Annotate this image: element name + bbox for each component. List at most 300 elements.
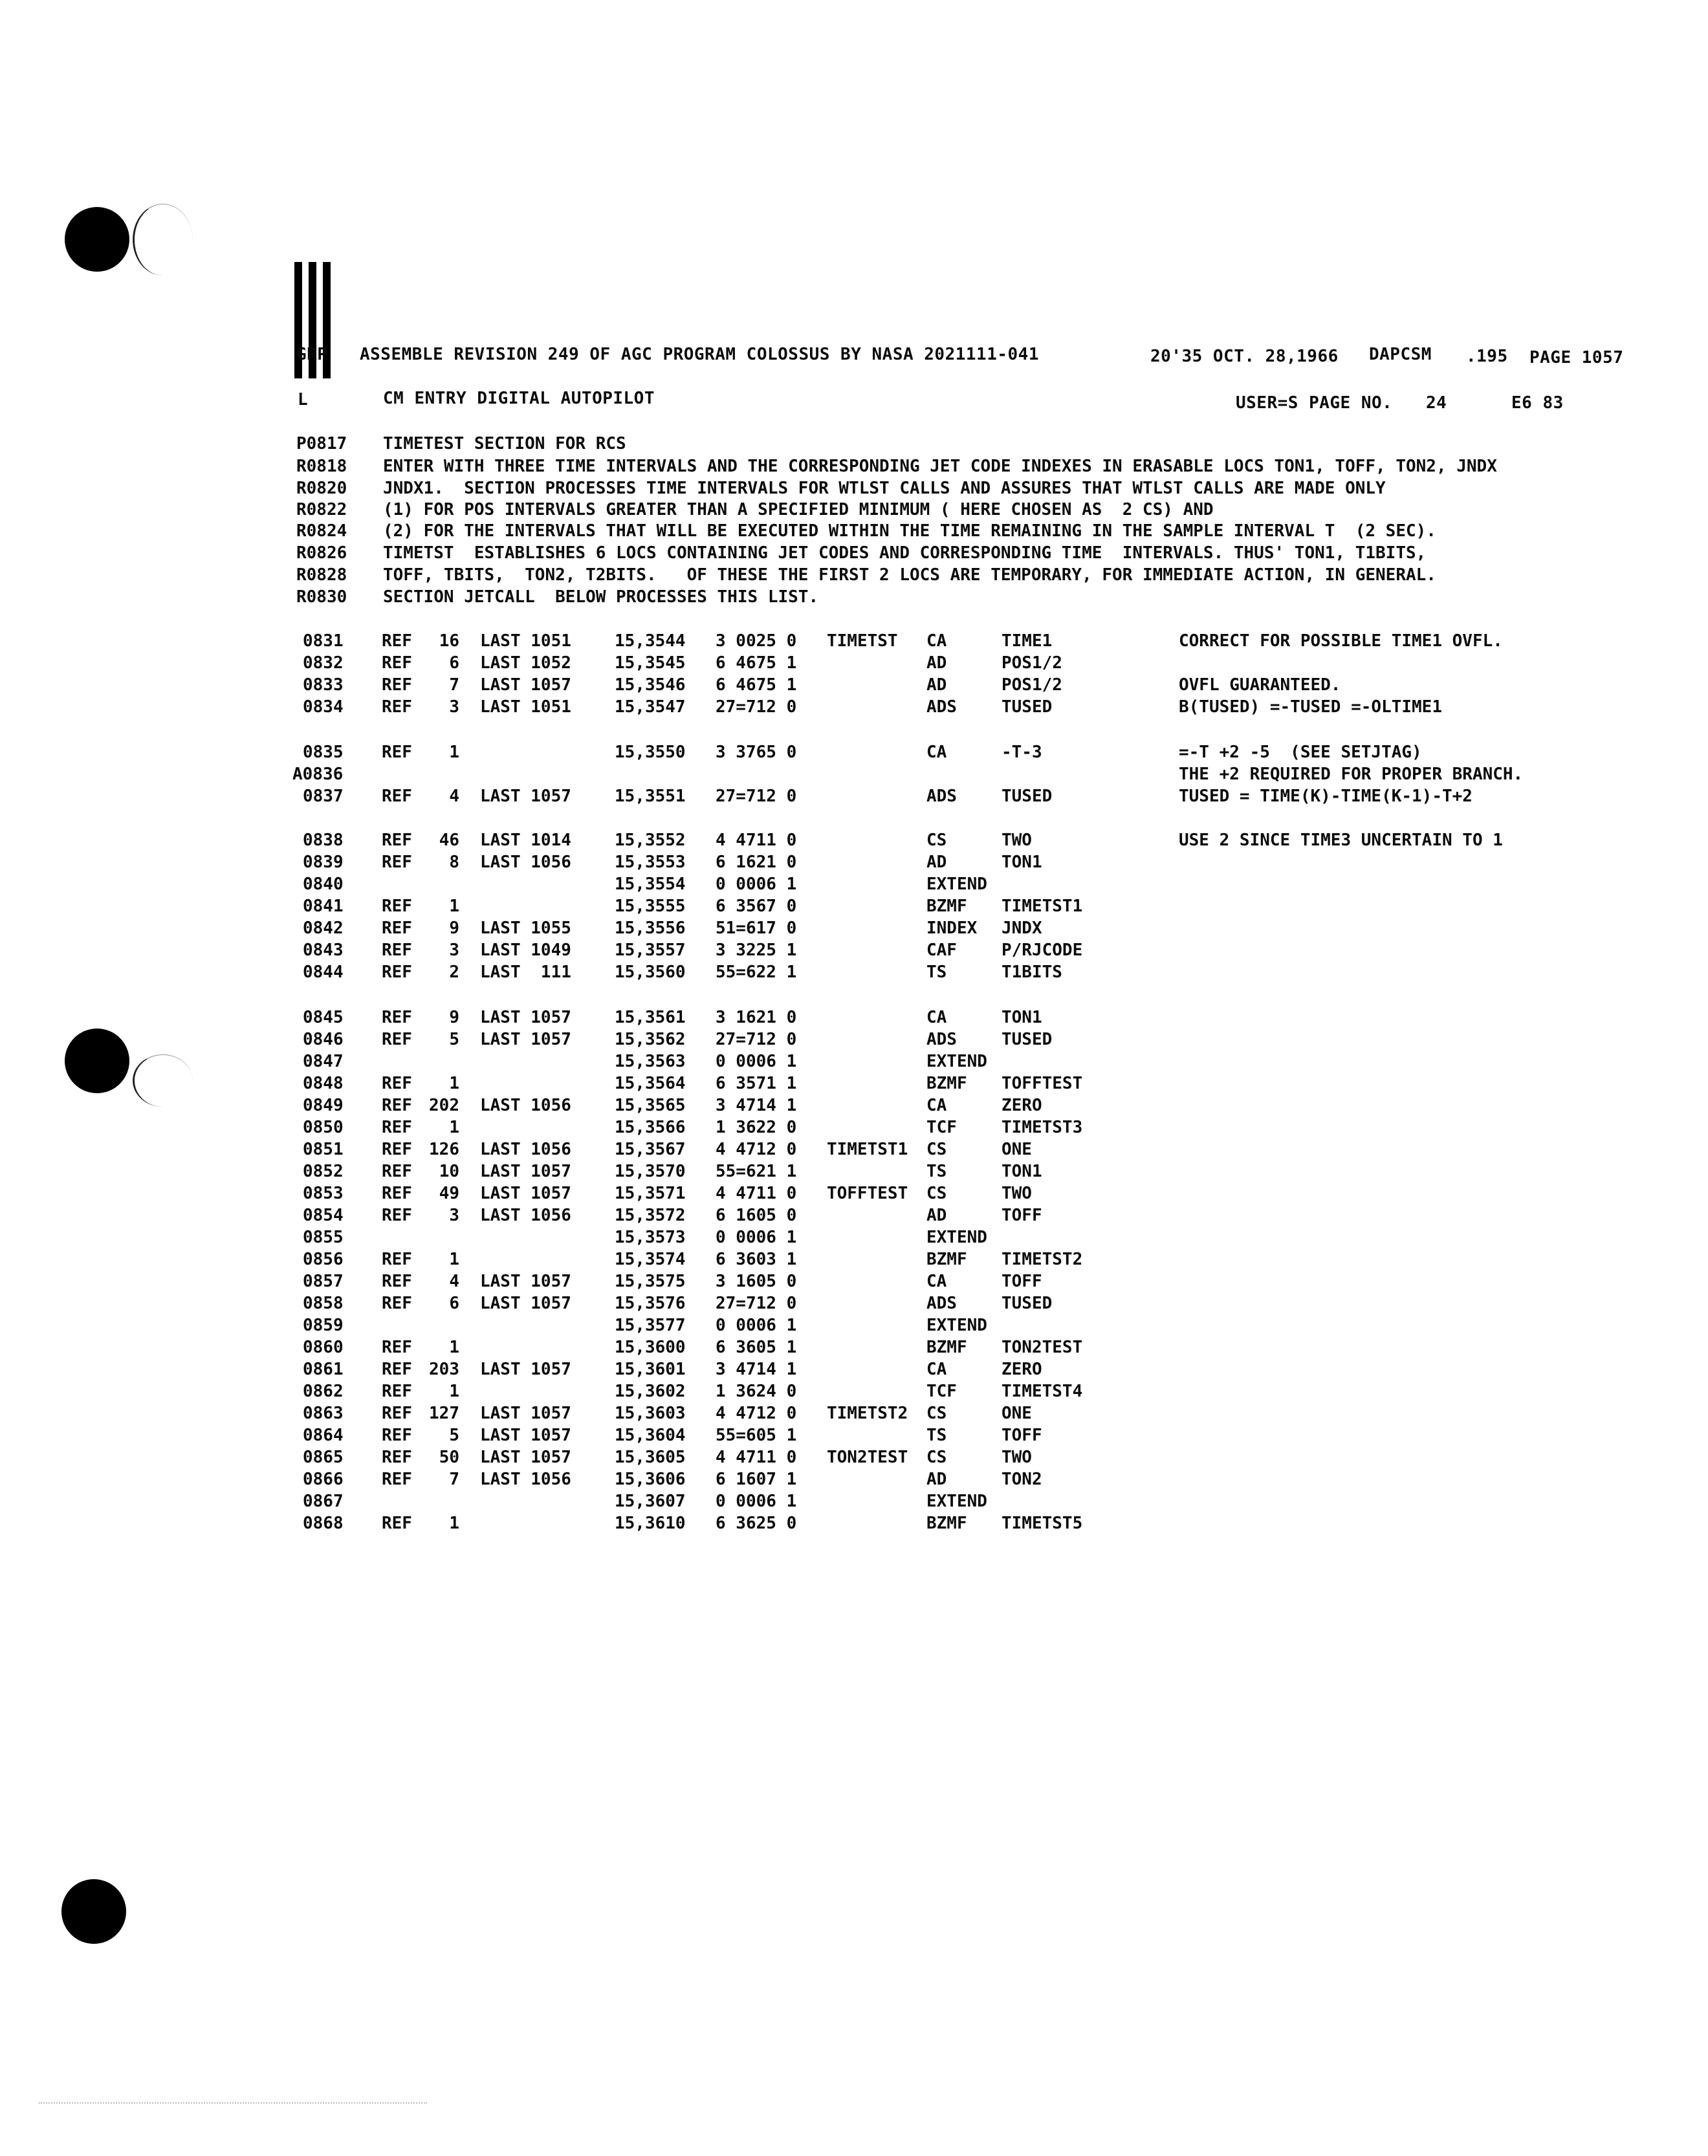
last-ref: LAST 1049	[480, 941, 571, 960]
table-row	[0, 1009, 1708, 1030]
opcode: AD	[926, 1206, 947, 1225]
table-row	[0, 876, 1708, 897]
ref-count: 1	[449, 1338, 459, 1357]
octal-code: 4 4712 0	[716, 1404, 797, 1423]
ref-count: 10	[439, 1162, 459, 1181]
line-number: 0858	[303, 1294, 344, 1313]
opcode: CA	[926, 1272, 947, 1291]
last-ref: LAST 1056	[480, 1206, 571, 1225]
table-row	[0, 920, 1708, 941]
ref-count: 203	[429, 1360, 459, 1379]
address: 15,3556	[615, 919, 686, 938]
ref-marker: REF	[382, 897, 412, 916]
line-number: 0841	[303, 897, 344, 916]
header-page: PAGE 1057	[1529, 348, 1624, 367]
opcode: AD	[926, 1470, 947, 1489]
operand: TON2	[1002, 1470, 1042, 1489]
ref-marker: REF	[382, 1030, 412, 1049]
table-row	[0, 1339, 1708, 1360]
opcode: BZMF	[926, 897, 967, 916]
label: TON2TEST	[827, 1448, 908, 1467]
address: 15,3561	[615, 1008, 686, 1027]
line-number: 0831	[303, 631, 344, 651]
table-row	[0, 1515, 1708, 1536]
subheader-user-page: USER=S PAGE NO.	[1236, 393, 1393, 413]
address: 15,3577	[615, 1316, 686, 1335]
operand: TUSED	[1002, 1030, 1053, 1049]
octal-code: 6 1607 1	[716, 1470, 797, 1489]
operand: TIMETST1	[1002, 897, 1083, 916]
header-prefix: GRP	[296, 345, 328, 364]
octal-code: 27=712 0	[716, 1294, 797, 1313]
address: 15,3544	[615, 631, 686, 651]
last-ref: LAST 1057	[480, 1272, 571, 1291]
operand: TOFF	[1002, 1206, 1042, 1225]
line-number: 0839	[303, 853, 344, 872]
line-number: 0868	[303, 1514, 344, 1533]
operand: TWO	[1002, 831, 1032, 850]
header-job-num: .195	[1466, 347, 1508, 366]
line-number: A0836	[292, 765, 344, 784]
octal-code: 0 0006 1	[716, 1492, 797, 1511]
address: 15,3601	[615, 1360, 686, 1379]
opcode: CA	[926, 1096, 947, 1115]
comment-text: SECTION JETCALL BELOW PROCESSES THIS LIST.	[383, 587, 819, 607]
comment-id: R0830	[296, 587, 347, 607]
octal-code: 6 4675 1	[716, 653, 797, 673]
operand: POS1/2	[1002, 653, 1062, 673]
ref-marker: REF	[382, 1404, 412, 1423]
octal-code: 4 4711 0	[716, 1184, 797, 1203]
table-row	[0, 1053, 1708, 1074]
octal-code: 3 1605 0	[716, 1272, 797, 1291]
table-row	[0, 699, 1708, 719]
line-number: 0863	[303, 1404, 344, 1423]
address: 15,3573	[615, 1228, 686, 1247]
last-ref: LAST 1057	[480, 1426, 571, 1445]
operand: ZERO	[1002, 1096, 1042, 1115]
line-number: 0835	[303, 743, 344, 762]
line-number: 0853	[303, 1184, 344, 1203]
ref-marker: REF	[382, 919, 412, 938]
comment-id: R0828	[296, 565, 347, 585]
ref-marker: REF	[382, 963, 412, 982]
address: 15,3570	[615, 1162, 686, 1181]
subheader-marker: L	[298, 390, 309, 409]
ref-marker: REF	[382, 697, 412, 717]
line-number: 0840	[303, 875, 344, 894]
ref-count: 1	[449, 743, 459, 762]
ref-marker: REF	[382, 631, 412, 651]
ref-marker: REF	[382, 1338, 412, 1357]
table-row	[0, 788, 1708, 809]
opcode: TS	[926, 1162, 947, 1181]
operand: P/RJCODE	[1002, 941, 1083, 960]
ref-count: 7	[449, 675, 459, 695]
octal-code: 6 3605 1	[716, 1338, 797, 1357]
ref-count: 46	[439, 831, 459, 850]
comment-id: R0820	[296, 479, 347, 498]
comment-text: JNDX1. SECTION PROCESSES TIME INTERVALS FOR WTLST CALLS AND ASSURES THAT WTLST CALLS ARE MADE ONLY	[383, 479, 1386, 498]
opcode: ADS	[926, 697, 957, 717]
opcode: INDEX	[926, 919, 978, 938]
ref-marker: REF	[382, 1184, 412, 1203]
ref-marker: REF	[382, 787, 412, 806]
ref-marker: REF	[382, 1140, 412, 1159]
operand: ONE	[1002, 1140, 1032, 1159]
table-row	[0, 1273, 1708, 1294]
last-ref: LAST 1057	[480, 1184, 571, 1203]
opcode: CA	[926, 1360, 947, 1379]
ref-count: 50	[439, 1448, 459, 1467]
opcode: ADS	[926, 787, 957, 806]
opcode: TS	[926, 1426, 947, 1445]
line-number: 0850	[303, 1118, 344, 1137]
table-row	[0, 832, 1708, 853]
address: 15,3562	[615, 1030, 686, 1049]
octal-code: 3 4714 1	[716, 1360, 797, 1379]
table-row	[0, 1449, 1708, 1470]
table-row	[0, 898, 1708, 919]
ref-count: 1	[449, 1514, 459, 1533]
line-number: 0851	[303, 1140, 344, 1159]
table-row	[0, 1207, 1708, 1228]
ref-marker: REF	[382, 1250, 412, 1269]
octal-code: 4 4711 0	[716, 831, 797, 850]
ref-marker: REF	[382, 1206, 412, 1225]
table-row	[0, 854, 1708, 875]
line-number: 0852	[303, 1162, 344, 1181]
table-row	[0, 1317, 1708, 1338]
address: 15,3560	[615, 963, 686, 982]
line-comment: OVFL GUARANTEED.	[1179, 675, 1341, 695]
last-ref: LAST 1056	[480, 853, 571, 872]
line-comment: =-T +2 -5 (SEE SETJTAG)	[1179, 743, 1422, 762]
octal-code: 3 1621 0	[716, 1008, 797, 1027]
last-ref: LAST 1057	[480, 1162, 571, 1181]
line-number: 0861	[303, 1360, 344, 1379]
ref-marker: REF	[382, 1294, 412, 1313]
line-number: 0865	[303, 1448, 344, 1467]
ref-marker: REF	[382, 1118, 412, 1137]
table-row	[0, 1031, 1708, 1052]
last-ref: LAST 1057	[480, 1448, 571, 1467]
octal-code: 6 4675 1	[716, 675, 797, 695]
opcode: EXTEND	[926, 1228, 987, 1247]
last-ref: LAST 1057	[480, 1294, 571, 1313]
octal-code: 0 0006 1	[716, 1316, 797, 1335]
header-title: ASSEMBLE REVISION 249 OF AGC PROGRAM COLOSSUS BY NASA 2021111-041	[360, 345, 1039, 364]
line-comment: CORRECT FOR POSSIBLE TIME1 OVFL.	[1179, 631, 1503, 651]
table-row	[0, 1185, 1708, 1206]
comment-text: ENTER WITH THREE TIME INTERVALS AND THE CORRESPONDING JET CODE INDEXES IN ERASABLE LOCS TON1, TOFF, TON2, JNDX	[383, 457, 1497, 476]
octal-code: 1 3622 0	[716, 1118, 797, 1137]
operand: TIMETST5	[1002, 1514, 1083, 1533]
opcode: TS	[926, 963, 947, 982]
operand: TUSED	[1002, 787, 1053, 806]
operand: TOFF	[1002, 1272, 1042, 1291]
table-row	[0, 964, 1708, 985]
last-ref: LAST 1056	[480, 1470, 571, 1489]
operand: TUSED	[1002, 1294, 1053, 1313]
address: 15,3602	[615, 1382, 686, 1401]
comment-text: TOFF, TBITS, TON2, T2BITS. OF THESE THE FIRST 2 LOCS ARE TEMPORARY, FOR IMMEDIATE ACTION, IN GENERAL.	[383, 565, 1436, 585]
line-number: 0832	[303, 653, 344, 673]
line-number: 0859	[303, 1316, 344, 1335]
address: 15,3606	[615, 1470, 686, 1489]
address: 15,3563	[615, 1052, 686, 1071]
ref-marker: REF	[382, 831, 412, 850]
label: TIMETST1	[827, 1140, 908, 1159]
opcode: CS	[926, 1448, 947, 1467]
line-number: 0854	[303, 1206, 344, 1225]
operand: -T-3	[1002, 743, 1042, 762]
octal-code: 3 3765 0	[716, 743, 797, 762]
last-ref: LAST 1051	[480, 631, 571, 651]
line-comment: TUSED = TIME(K)-TIME(K-1)-T+2	[1179, 787, 1473, 806]
operand: TON1	[1002, 1008, 1042, 1027]
table-row	[0, 942, 1708, 963]
line-comment: USE 2 SINCE TIME3 UNCERTAIN TO 1	[1179, 831, 1503, 850]
ref-count: 1	[449, 1074, 459, 1093]
ref-count: 4	[449, 1272, 459, 1291]
line-number: 0846	[303, 1030, 344, 1049]
opcode: TCF	[926, 1382, 957, 1401]
last-ref: LAST 1057	[480, 1008, 571, 1027]
address: 15,3557	[615, 941, 686, 960]
ref-count: 127	[429, 1404, 459, 1423]
octal-code: 4 4711 0	[716, 1448, 797, 1467]
last-ref: LAST 1014	[480, 831, 571, 850]
line-number: 0866	[303, 1470, 344, 1489]
line-comment: THE +2 REQUIRED FOR PROPER BRANCH.	[1179, 765, 1524, 784]
label: TIMETST	[827, 631, 898, 651]
ref-marker: REF	[382, 853, 412, 872]
comment-text: TIMETST ESTABLISHES 6 LOCS CONTAINING JET CODES AND CORRESPONDING TIME INTERVALS. THUS' TON1, T1BITS,	[383, 543, 1427, 563]
opcode: CS	[926, 1140, 947, 1159]
line-number: 0860	[303, 1338, 344, 1357]
octal-code: 27=712 0	[716, 1030, 797, 1049]
octal-code: 6 3603 1	[716, 1250, 797, 1269]
comment-id: R0824	[296, 521, 347, 541]
opcode: AD	[926, 853, 947, 872]
line-comment: B(TUSED) =-TUSED =-OLTIME1	[1179, 697, 1442, 717]
comment-text: TIMETEST SECTION FOR RCS	[383, 434, 626, 453]
address: 15,3546	[615, 675, 686, 695]
octal-code: 0 0006 1	[716, 875, 797, 894]
comment-text: (1) FOR POS INTERVALS GREATER THAN A SPECIFIED MINIMUM ( HERE CHOSEN AS 2 CS) AND	[383, 500, 1214, 519]
last-ref: LAST 1052	[480, 653, 571, 673]
ref-count: 202	[429, 1096, 459, 1115]
table-row	[0, 1383, 1708, 1404]
operand: TWO	[1002, 1184, 1032, 1203]
table-row	[0, 677, 1708, 697]
line-number: 0837	[303, 787, 344, 806]
address: 15,3551	[615, 787, 686, 806]
last-ref: LAST 111	[480, 963, 571, 982]
opcode: CA	[926, 631, 947, 651]
octal-code: 0 0006 1	[716, 1228, 797, 1247]
address: 15,3545	[615, 653, 686, 673]
ref-marker: REF	[382, 1382, 412, 1401]
ref-count: 7	[449, 1470, 459, 1489]
ref-count: 49	[439, 1184, 459, 1203]
ref-marker: REF	[382, 1514, 412, 1533]
line-number: 0849	[303, 1096, 344, 1115]
line-number: 0833	[303, 675, 344, 695]
ref-marker: REF	[382, 1426, 412, 1445]
last-ref: LAST 1051	[480, 697, 571, 717]
table-row	[0, 1493, 1708, 1514]
ref-count: 4	[449, 787, 459, 806]
ref-marker: REF	[382, 1008, 412, 1027]
table-row	[0, 1405, 1708, 1426]
opcode: CA	[926, 743, 947, 762]
opcode: TCF	[926, 1118, 957, 1137]
octal-code: 55=622 1	[716, 963, 797, 982]
ref-count: 1	[449, 1118, 459, 1137]
opcode: BZMF	[926, 1250, 967, 1269]
header-timestamp: 20'35 OCT. 28,1966	[1150, 347, 1339, 366]
octal-code: 4 4712 0	[716, 1140, 797, 1159]
ref-count: 3	[449, 697, 459, 717]
last-ref: LAST 1057	[480, 1030, 571, 1049]
last-ref: LAST 1055	[480, 919, 571, 938]
octal-code: 6 3625 0	[716, 1514, 797, 1533]
octal-code: 6 1605 0	[716, 1206, 797, 1225]
address: 15,3572	[615, 1206, 686, 1225]
operand: T1BITS	[1002, 963, 1062, 982]
table-row	[0, 1163, 1708, 1184]
comment-id: R0822	[296, 500, 347, 519]
operand: ONE	[1002, 1404, 1032, 1423]
line-number: 0847	[303, 1052, 344, 1071]
octal-code: 0 0006 1	[716, 1052, 797, 1071]
opcode: BZMF	[926, 1074, 967, 1093]
address: 15,3575	[615, 1272, 686, 1291]
ref-count: 5	[449, 1426, 459, 1445]
table-row	[0, 1427, 1708, 1448]
label: TOFFTEST	[827, 1184, 908, 1203]
last-ref: LAST 1056	[480, 1140, 571, 1159]
last-ref: LAST 1056	[480, 1096, 571, 1115]
ref-count: 3	[449, 1206, 459, 1225]
line-number: 0848	[303, 1074, 344, 1093]
opcode: CS	[926, 1184, 947, 1203]
comment-id: R0818	[296, 457, 347, 476]
ref-marker: REF	[382, 653, 412, 673]
ref-count: 126	[429, 1140, 459, 1159]
subheader-section: CM ENTRY DIGITAL AUTOPILOT	[383, 389, 655, 408]
ref-count: 8	[449, 853, 459, 872]
opcode: AD	[926, 675, 947, 695]
address: 15,3574	[615, 1250, 686, 1269]
ref-count: 16	[439, 631, 459, 651]
address: 15,3552	[615, 831, 686, 850]
operand: TON2TEST	[1002, 1338, 1083, 1357]
last-ref: LAST 1057	[480, 1360, 571, 1379]
table-row	[0, 655, 1708, 675]
opcode: EXTEND	[926, 1492, 987, 1511]
table-row	[0, 1119, 1708, 1140]
address: 15,3555	[615, 897, 686, 916]
table-row	[0, 1229, 1708, 1250]
ref-count: 9	[449, 919, 459, 938]
octal-code: 27=712 0	[716, 697, 797, 717]
comment-id: R0826	[296, 543, 347, 563]
label: TIMETST2	[827, 1404, 908, 1423]
line-number: 0867	[303, 1492, 344, 1511]
ref-count: 1	[449, 1382, 459, 1401]
ref-marker: REF	[382, 1096, 412, 1115]
table-row	[0, 766, 1708, 787]
punch-hole-top	[65, 207, 129, 272]
address: 15,3554	[615, 875, 686, 894]
address: 15,3604	[615, 1426, 686, 1445]
octal-code: 3 3225 1	[716, 941, 797, 960]
ref-marker: REF	[382, 1470, 412, 1489]
comment-id: P0817	[296, 434, 347, 453]
operand: POS1/2	[1002, 675, 1062, 695]
ref-count: 3	[449, 941, 459, 960]
table-row	[0, 1295, 1708, 1316]
address: 15,3600	[615, 1338, 686, 1357]
opcode: ADS	[926, 1030, 957, 1049]
punch-hole-ring-top	[133, 204, 193, 276]
opcode: CAF	[926, 941, 957, 960]
line-number: 0857	[303, 1272, 344, 1291]
ref-count: 1	[449, 897, 459, 916]
last-ref: LAST 1057	[480, 787, 571, 806]
ref-marker: REF	[382, 941, 412, 960]
punch-hole-bottom	[61, 1879, 126, 1944]
operand: TIMETST4	[1002, 1382, 1083, 1401]
address: 15,3607	[615, 1492, 686, 1511]
octal-code: 1 3624 0	[716, 1382, 797, 1401]
line-number: 0856	[303, 1250, 344, 1269]
opcode: CA	[926, 1008, 947, 1027]
line-number: 0864	[303, 1426, 344, 1445]
address: 15,3603	[615, 1404, 686, 1423]
operand: ZERO	[1002, 1360, 1042, 1379]
operand: TIMETST3	[1002, 1118, 1083, 1137]
operand: TIMETST2	[1002, 1250, 1083, 1269]
line-number: 0842	[303, 919, 344, 938]
line-number: 0855	[303, 1228, 344, 1247]
operand: TIME1	[1002, 631, 1053, 651]
opcode: CS	[926, 831, 947, 850]
address: 15,3564	[615, 1074, 686, 1093]
octal-code: 55=621 1	[716, 1162, 797, 1181]
table-row	[0, 1075, 1708, 1096]
last-ref: LAST 1057	[480, 675, 571, 695]
operand: TWO	[1002, 1448, 1032, 1467]
table-row	[0, 744, 1708, 765]
address: 15,3566	[615, 1118, 686, 1137]
octal-code: 6 1621 0	[716, 853, 797, 872]
table-row	[0, 1251, 1708, 1272]
octal-code: 3 4714 1	[716, 1096, 797, 1115]
ref-count: 5	[449, 1030, 459, 1049]
ref-count: 1	[449, 1250, 459, 1269]
octal-code: 51=617 0	[716, 919, 797, 938]
header-job: DAPCSM	[1369, 345, 1432, 364]
operand: TUSED	[1002, 697, 1053, 717]
ref-count: 6	[449, 653, 459, 673]
table-row	[0, 1097, 1708, 1118]
operand: JNDX	[1002, 919, 1042, 938]
ref-count: 2	[449, 963, 459, 982]
